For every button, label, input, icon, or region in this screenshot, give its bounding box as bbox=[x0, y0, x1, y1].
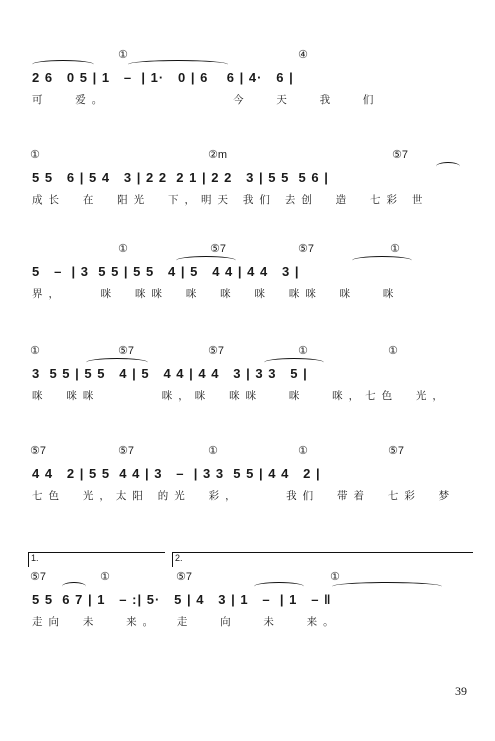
chord-symbol: ① bbox=[30, 345, 40, 357]
slur bbox=[352, 256, 412, 265]
chord-symbol: ④ bbox=[298, 49, 308, 61]
chord-symbol: ⑤7 bbox=[118, 345, 134, 357]
chord-symbol: ① bbox=[100, 571, 110, 583]
lyric-line: 成长 在 阳光 下，明天 我们 去创 造 七彩 世 bbox=[32, 194, 429, 206]
lyric-line: 可 爱。 今 天 我 们 bbox=[32, 94, 380, 106]
volta-2-label: 2. bbox=[175, 553, 183, 563]
chord-symbol: ① bbox=[118, 243, 128, 255]
chord-symbol: ① bbox=[118, 49, 128, 61]
chord-symbol: ⑤7 bbox=[210, 243, 226, 255]
chord-symbol: ① bbox=[30, 149, 40, 161]
chord-symbol: ⑤7 bbox=[30, 571, 46, 583]
slur bbox=[332, 582, 442, 591]
chord-symbol: ① bbox=[208, 445, 218, 457]
slur bbox=[128, 60, 228, 69]
lyric-line: 七色 光，太阳 的光 彩， 我们 带着 七彩 梦 bbox=[32, 490, 456, 502]
notation-line: 5 5 6 | 5 4 3 | 2 2 2 1 | 2 2 3 | 5 5 5 6 | bbox=[32, 170, 329, 185]
chord-symbol: ① bbox=[390, 243, 400, 255]
notation-line: 5 – | 3 5 5 | 5 5 4 | 5 4 4 | 4 4 3 | bbox=[32, 264, 300, 279]
chord-symbol: ⑤7 bbox=[392, 149, 408, 161]
chord-symbol: ① bbox=[298, 445, 308, 457]
chord-symbol: ① bbox=[388, 345, 398, 357]
chord-symbol: ① bbox=[330, 571, 340, 583]
volta-1-label: 1. bbox=[31, 553, 39, 563]
notation-line: 4 4 2 | 5 5 4 4 | 3 – | 3 3 5 5 | 4 4 2 | bbox=[32, 466, 321, 481]
chord-symbol: ⑤7 bbox=[388, 445, 404, 457]
chord-symbol: ⑤7 bbox=[298, 243, 314, 255]
slur bbox=[62, 582, 86, 591]
notation-line: 3 5 5 | 5 5 4 | 5 4 4 | 4 4 3 | 3 3 5 | bbox=[32, 366, 308, 381]
chord-symbol: ⑤7 bbox=[208, 345, 224, 357]
slur bbox=[436, 162, 460, 171]
lyric-line: 走向 未 来。 走 向 未 来。 bbox=[32, 616, 340, 628]
slur bbox=[254, 582, 304, 591]
page-number: 39 bbox=[455, 684, 467, 698]
lyric-line: 咪 咪咪 咪，咪 咪咪 咪 咪，七色 光， bbox=[32, 390, 449, 402]
chord-symbol: ⑤7 bbox=[176, 571, 192, 583]
volta-1-bracket bbox=[28, 552, 165, 567]
chord-symbol: ⑤7 bbox=[118, 445, 134, 457]
notation-line: 2 6 0 5 | 1 – | 1· 0 | 6 6 | 4· 6 | bbox=[32, 70, 294, 85]
notation-line: 5 5 6 7 | 1 – :| 5· 5 | 4 3 | 1 – | 1 – ‖ bbox=[32, 592, 332, 607]
slur bbox=[32, 60, 94, 69]
volta-2-bracket bbox=[172, 552, 473, 567]
chord-symbol: ②m bbox=[208, 149, 228, 161]
lyric-line: 界， 咪 咪咪 咪 咪 咪 咪咪 咪 咪 bbox=[32, 288, 400, 300]
chord-symbol: ① bbox=[298, 345, 308, 357]
chord-symbol: ⑤7 bbox=[30, 445, 46, 457]
